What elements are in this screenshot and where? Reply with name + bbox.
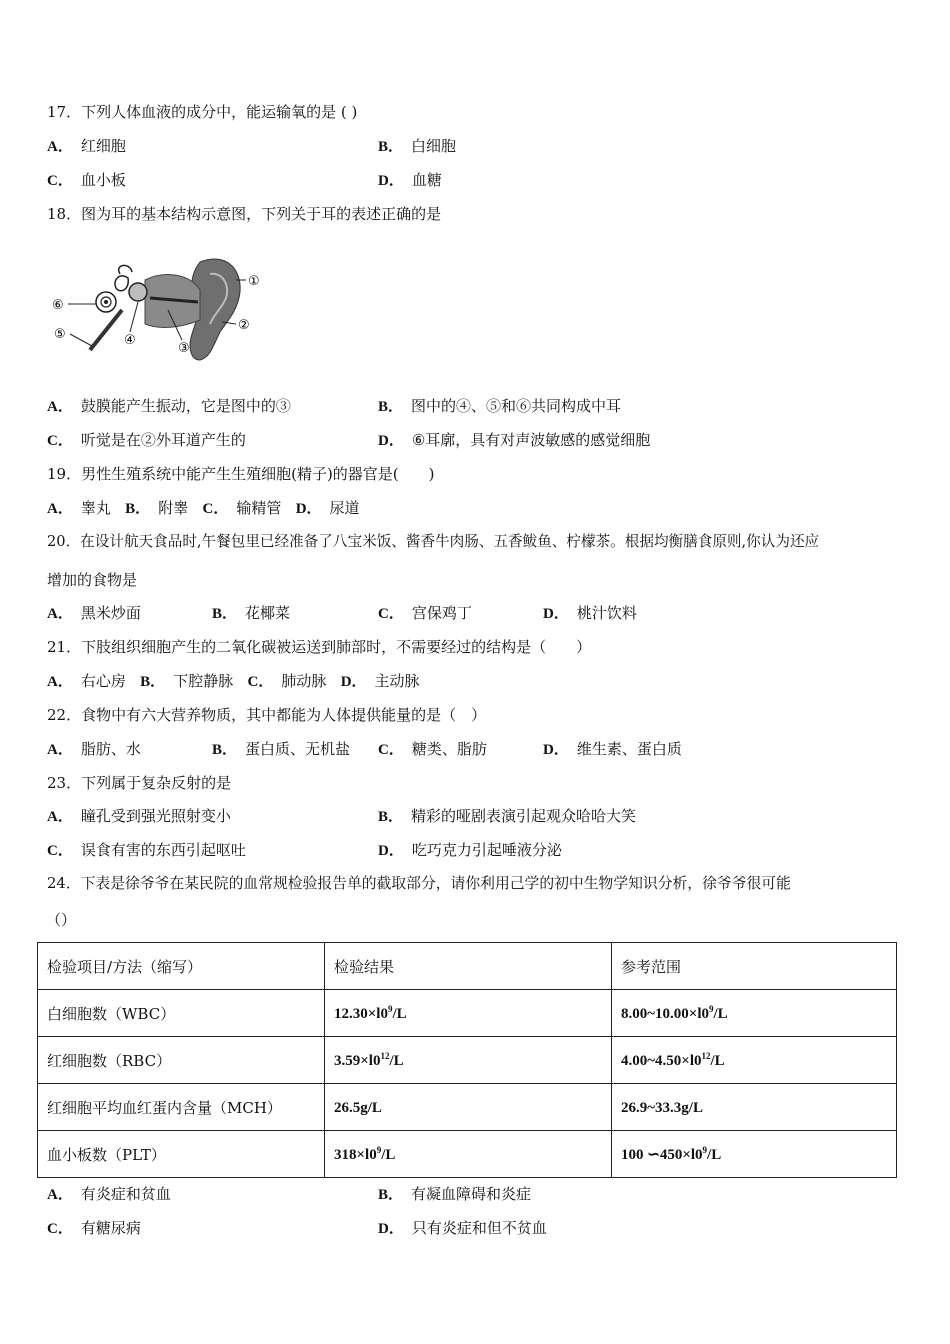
q19-option-d[interactable]: D． 尿道 xyxy=(295,499,360,517)
q20-option-c[interactable]: C． 宫保鸡丁 xyxy=(378,604,472,622)
q20-stem-line1: 20．在设计航天食品时,午餐包里已经准备了八宝米饭、酱香牛肉肠、五香鲅鱼、柠檬茶。根据均衡膳食原则,你认为还应 xyxy=(47,533,820,550)
q17-stem: 17．下列人体血液的成分中，能运输氧的是 ( ) xyxy=(47,103,358,121)
figure-label-2: ② xyxy=(238,318,250,333)
table-cell-item: 白细胞数（WBC） xyxy=(38,990,325,1037)
q23-option-c[interactable]: C． 误食有害的东西引起呕吐 xyxy=(47,841,246,859)
q18-option-d[interactable]: D． ⑥耳廓，具有对声波敏感的感觉细胞 xyxy=(378,431,651,449)
q17-option-b[interactable]: B． 白细胞 xyxy=(378,137,457,155)
table-cell-range: $4.00\sim 4.50\times l0^{12}/L$ xyxy=(612,1037,897,1084)
q24-stem-line1: 24．下表是徐爷爷在某民院的血常规检验报告单的截取部分，请你利用己学的初中生物学知识分析，徐爷爷很可能 xyxy=(47,875,791,892)
figure-label-4: ④ xyxy=(124,333,136,348)
q17-option-a[interactable]: A． 红细胞 xyxy=(47,137,126,155)
q23-option-b[interactable]: B． 精彩的哑剧表演引起观众哈哈大笑 xyxy=(378,807,637,825)
q19-option-b[interactable]: B． 附睾 xyxy=(125,499,189,517)
q20-option-a[interactable]: A． 黑米炒面 xyxy=(47,604,141,622)
table-cell-item: 红细胞数（RBC） xyxy=(38,1037,325,1084)
table-row xyxy=(38,1084,897,1131)
q18-option-a[interactable]: A． 鼓膜能产生振动，它是图中的③ xyxy=(47,397,291,415)
table-cell-range: 100 $∽450\times l0^9/L$ xyxy=(612,1131,897,1178)
figure-label-5: ⑤ xyxy=(54,327,66,342)
q22-option-a[interactable]: A． 脂肪、水 xyxy=(47,740,141,758)
q22-option-b[interactable]: B． 蛋白质、无机盐 xyxy=(212,740,351,758)
q21-option-c[interactable]: C． 肺动脉 xyxy=(247,672,327,690)
table-row xyxy=(38,1037,897,1084)
q19-stem: 19．男性生殖系统中能产生生殖细胞(精子)的器官是( ) xyxy=(47,465,435,483)
q20-option-d[interactable]: D． 桃汁饮料 xyxy=(543,604,637,622)
q21-options xyxy=(47,671,420,692)
q23-stem: 23．下列属于复杂反射的是 xyxy=(47,774,232,792)
table-cell-range: 26.9~33.3g/L xyxy=(612,1084,897,1131)
figure-label-1: ① xyxy=(248,274,260,289)
q20-stem-line2: 增加的食物是 xyxy=(47,571,138,589)
q21-stem: 21．下肢组织细胞产生的二氧化碳被运送到肺部时，不需要经过的结构是（ ） xyxy=(47,638,592,656)
table-cell-item: 红细胞平均血红蛋内含量（MCH） xyxy=(38,1084,325,1131)
q23-option-a[interactable]: A． 瞳孔受到强光照射变小 xyxy=(47,807,231,825)
q21-option-d[interactable]: D． 主动脉 xyxy=(340,672,420,690)
table-row xyxy=(38,1131,897,1178)
q24-stem-line2: （） xyxy=(46,911,77,929)
q19-options xyxy=(47,498,360,519)
q24-option-a[interactable]: A． 有炎症和贫血 xyxy=(47,1185,171,1203)
q17-option-d[interactable]: D． 血糖 xyxy=(378,171,442,189)
table-cell-result: 26.5g/L xyxy=(325,1084,612,1131)
table-cell-item: 血小板数（PLT） xyxy=(38,1131,325,1178)
q17-option-c[interactable]: C． 血小板 xyxy=(47,171,126,189)
figure-label-6: ⑥ xyxy=(52,298,64,313)
q18-option-c[interactable]: C． 听觉是在②外耳道产生的 xyxy=(47,431,246,449)
q24-option-c[interactable]: C． 有糖尿病 xyxy=(47,1219,141,1237)
q19-option-c[interactable]: C． 输精管 xyxy=(202,499,282,517)
table-cell-result: $12.30\times l0^9/L$ xyxy=(325,990,612,1037)
table-header-row xyxy=(38,943,897,990)
table-header-range: 参考范围 xyxy=(612,943,897,990)
table-row xyxy=(38,990,897,1037)
q24-option-b[interactable]: B． 有凝血障碍和炎症 xyxy=(378,1185,532,1203)
q21-option-b[interactable]: B． 下腔静脉 xyxy=(140,672,234,690)
q22-option-c[interactable]: C． 糖类、脂肪 xyxy=(378,740,487,758)
q18-stem: 18．图为耳的基本结构示意图，下列关于耳的表述正确的是 xyxy=(47,205,442,223)
figure-label-3: ③ xyxy=(178,341,190,356)
table-header-result: 检验结果 xyxy=(325,943,612,990)
q19-option-a[interactable]: A． 睾丸 xyxy=(47,499,111,517)
table-cell-result: $318\times l0^9/L$ xyxy=(325,1131,612,1178)
q20-option-b[interactable]: B． 花椰菜 xyxy=(212,604,291,622)
q21-option-a[interactable]: A． 右心房 xyxy=(47,672,126,690)
blood-test-table xyxy=(37,942,897,1178)
table-cell-range: $8.00\sim 10.00\times l0^9/L$ xyxy=(612,990,897,1037)
q24-option-d[interactable]: D． 只有炎症和但不贫血 xyxy=(378,1219,547,1237)
ear-structure-diagram xyxy=(50,250,270,365)
q22-stem: 22．食物中有六大营养物质，其中都能为人体提供能量的是（ ） xyxy=(47,706,487,724)
q22-option-d[interactable]: D． 维生素、蛋白质 xyxy=(543,740,682,758)
table-header-item: 检验项目/方法（缩写） xyxy=(38,943,325,990)
q23-option-d[interactable]: D． 吃巧克力引起唾液分泌 xyxy=(378,841,562,859)
table-cell-result: $3.59\times l0^{12}/L$ xyxy=(325,1037,612,1084)
q18-option-b[interactable]: B． 图中的④、⑤和⑥共同构成中耳 xyxy=(378,397,622,415)
